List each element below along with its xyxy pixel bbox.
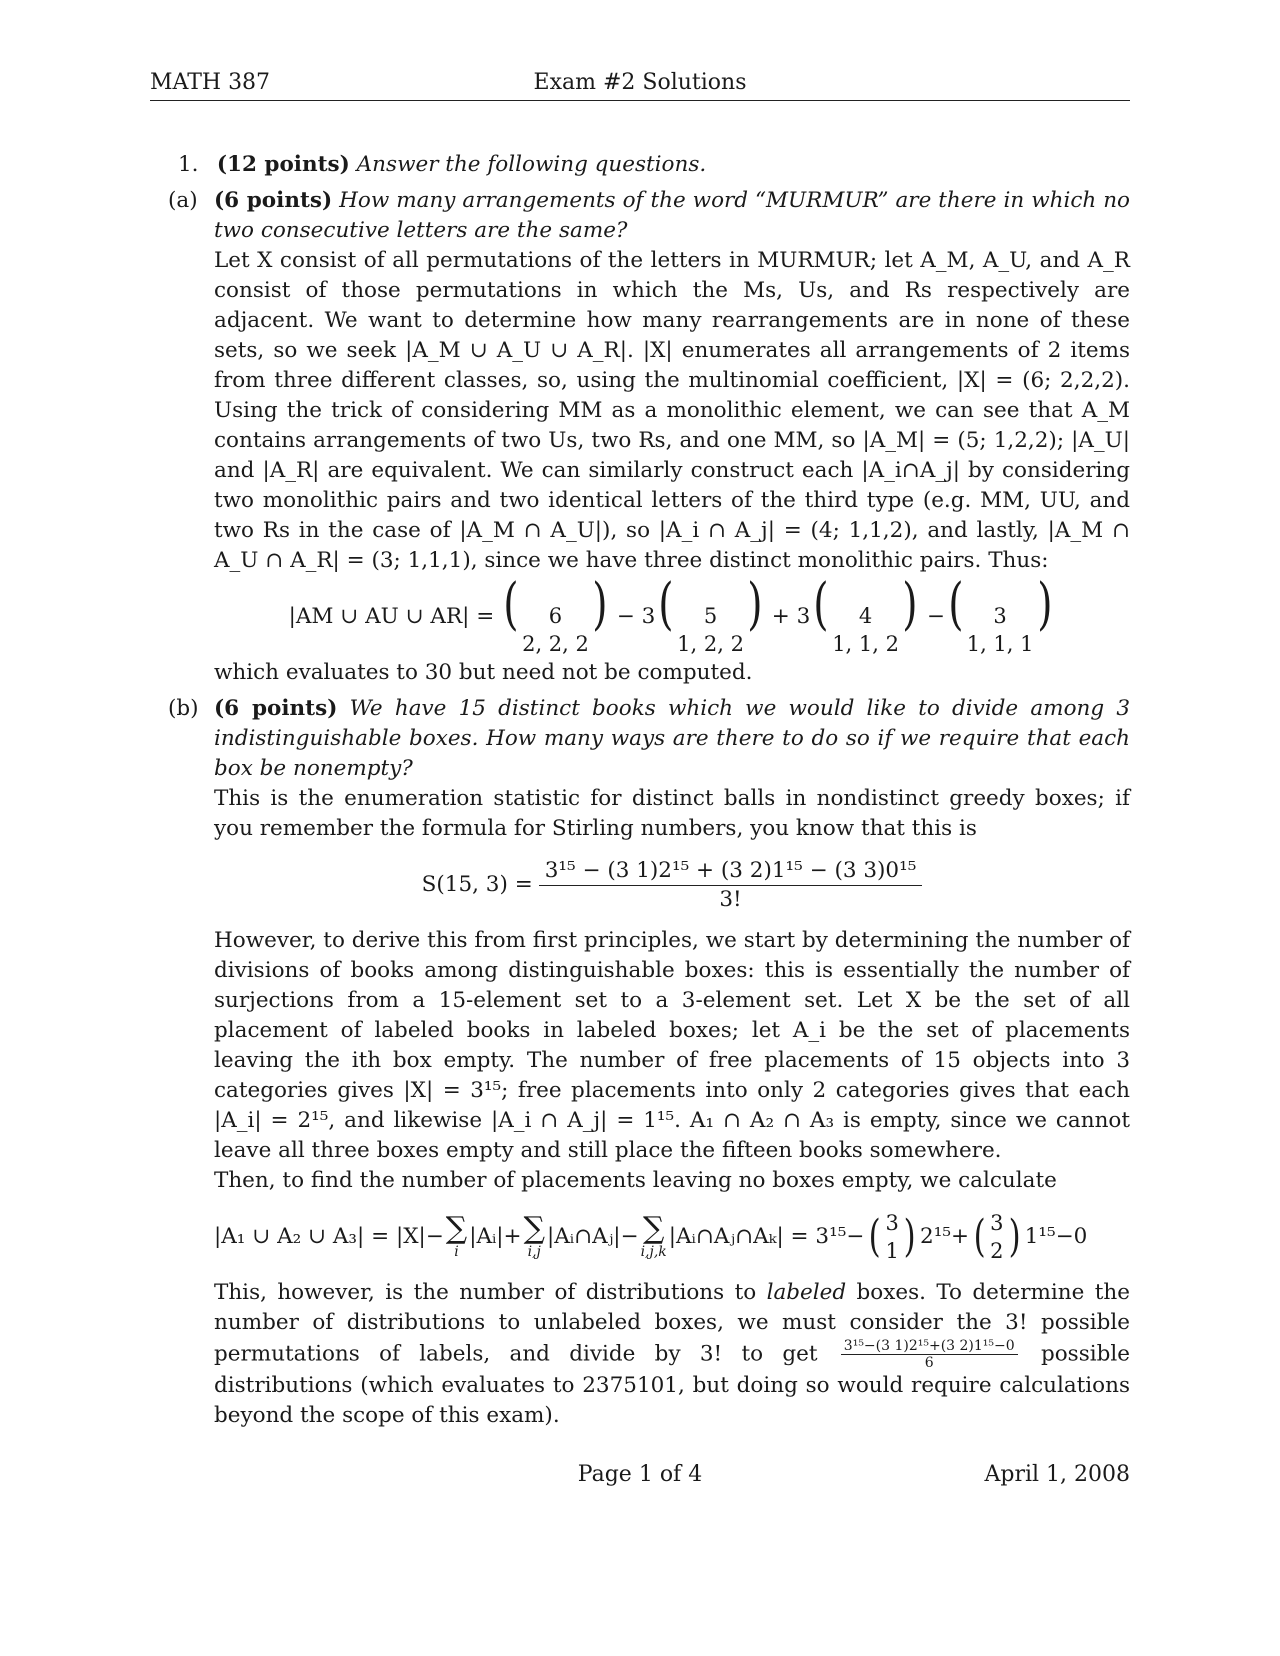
question-prompt: Answer the following questions. bbox=[356, 152, 707, 177]
part-a-prompt-text: How many arrangements of the word “MURMUR” are there in which no two consecutive letters are the same? bbox=[214, 188, 1130, 243]
pie-term-3: |Aᵢ∩Aⱼ∩Aₖ| = 3¹⁵− bbox=[668, 1224, 865, 1249]
pie-tail: 1¹⁵−0 bbox=[1024, 1224, 1088, 1249]
part-a-eq-term-4: −( 3 1, 1, 1 ) bbox=[926, 571, 1053, 656]
stirling-numerator: 3¹⁵ − (3 1)2¹⁵ + (3 2)1¹⁵ − (3 3)0¹⁵ bbox=[539, 857, 923, 886]
part-a-label: (a) bbox=[168, 188, 198, 213]
stirling-fraction bbox=[539, 857, 923, 914]
inclusion-exclusion-equation: |A₁ ∪ A₂ ∪ A₃| = |X|− ∑ i |Aᵢ|+ ∑ i,j |Aᵢ∩Aⱼ|− ∑ i,j,k |Aᵢ∩Aⱼ∩Aₖ| = 3¹⁵− ( 3 1 ) 2¹⁵+ ( 3 2 ) 1¹⁵−0 bbox=[214, 1211, 1088, 1263]
part-b bbox=[168, 694, 1130, 1431]
pie-term-2: |Aᵢ∩Aⱼ|− bbox=[546, 1224, 639, 1249]
question-number: 1. bbox=[178, 152, 199, 177]
part-b-points: (6 points) bbox=[214, 696, 338, 721]
pie-binom-2: 3 2 bbox=[990, 1211, 1004, 1263]
part-a-eq-lhs: |AM ∪ AU ∪ AR| = bbox=[288, 604, 495, 629]
final-fraction: $\frac{\text{3¹⁵−(3 1)2¹⁵+(3 2)1¹⁵−0}}{6}$ bbox=[841, 1338, 1018, 1371]
part-b-final: This, however, is the number of distributions to labeled boxes. To determine the number of distributions to unlabeled boxes, we must consider the 3! possible permutations of labels, and divide by 3! to get $\frac{\text{3¹⁵−(3 1)2¹⁵+(3 2)1¹⁵−0}}{6}$ possible distributions (which evaluates to 2375101, but doing so would require calculations beyond the scope of this exam). bbox=[214, 1280, 1130, 1428]
sum-icon: ∑ i,j bbox=[523, 1211, 545, 1260]
pie-binom-1: 3 1 bbox=[885, 1211, 899, 1263]
part-a-equation bbox=[214, 571, 1130, 656]
part-a-eq-term-1: ( 6 2, 2, 2 ) bbox=[503, 571, 608, 656]
part-a-conclusion: which evaluates to 30 but need not be computed. bbox=[214, 660, 753, 685]
part-a-eq-term-2: − 3( 5 1, 2, 2 ) bbox=[616, 571, 763, 656]
sum-icon: ∑ i,j,k bbox=[640, 1211, 667, 1260]
page-number: Page 1 of 4 bbox=[577, 1462, 703, 1487]
question-points: (12 points) bbox=[216, 152, 350, 177]
part-a-solution: Let X consist of all permutations of the letters in MURMUR; let A_M, A_U, and A_R consist of those permutations in which the Ms, Us, and Rs respectively are adjacent. We want to determine how many rearrangements are in none of these sets, so we seek |A_M ∪ A_U ∪ A_R|. |X| enumerates all arrangements of 2 items from three different classes, so, using the multinomial coefficient, |X| = (6; 2,2,2). Using the trick of considering MM as a monolithic element, we can see that A_M contains arrangements of two Us, two Rs, and one MM, so |A_M| = (5; 1,2,2); |A_U| and |A_R| are equivalent. We can similarly construct each |A_i∩A_j| by considering two monolithic pairs and two identical letters of the third type (e.g. MM, UU, and two Rs in the case of |A_M ∩ A_U|), so |A_i ∩ A_j| = (4; 1,1,2), and lastly, |A_M ∩ A_U ∩ A_R| = (3; 1,1,1), since we have three distinct monolithic pairs. Thus: bbox=[214, 248, 1130, 573]
part-b-intro: This is the enumeration statistic for distinct balls in nondistinct greedy boxes; if you remember the formula for Stirling numbers, you know that this is bbox=[214, 786, 1130, 841]
stirling-denominator: 3! bbox=[719, 886, 742, 912]
question-heading bbox=[178, 150, 1130, 180]
part-a-points: (6 points) bbox=[214, 188, 333, 213]
page-header bbox=[150, 70, 1130, 101]
part-b-prompt-text: We have 15 distinct books which we would like to divide among 3 indistinguishable boxes. How many ways are there to do so if we require that each box be nonempty? bbox=[214, 696, 1130, 781]
document-title: Exam #2 Solutions bbox=[533, 70, 747, 95]
sum-icon: ∑ i bbox=[445, 1211, 468, 1260]
stirling-lhs: S(15, 3) = bbox=[421, 872, 533, 897]
part-b-label: (b) bbox=[168, 696, 199, 721]
stirling-equation bbox=[214, 854, 1130, 916]
pie-term-1: |Aᵢ|+ bbox=[469, 1224, 522, 1249]
part-a-prompt bbox=[214, 186, 1130, 246]
part-a-eq-term-3: + 3( 4 1, 1, 2 ) bbox=[771, 571, 918, 656]
course-code: MATH 387 bbox=[150, 70, 271, 95]
pie-lhs: |A₁ ∪ A₂ ∪ A₃| = |X|− bbox=[214, 1224, 444, 1249]
part-a bbox=[168, 186, 1130, 688]
pie-mid: 2¹⁵+ bbox=[920, 1224, 969, 1249]
part-b-calc-intro: Then, to find the number of placements leaving no boxes empty, we calculate bbox=[214, 1168, 1057, 1193]
question-1 bbox=[150, 150, 1130, 1431]
part-b-prompt bbox=[214, 694, 1130, 784]
exam-date: April 1, 2008 bbox=[984, 1462, 1130, 1487]
part-b-derivation: However, to derive this from first principles, we start by determining the number of divisions of books among distinguishable boxes: this is essentially the number of surjections from a 15-element set to a 3-element set. Let X be the set of all placement of labeled books in labeled boxes; let A_i be the set of placements leaving the ith box empty. The number of free placements of 15 objects into 3 categories gives |X| = 3¹⁵; free placements into only 2 categories gives that each |A_i| = 2¹⁵, and likewise |A_i ∩ A_j| = 1¹⁵. A₁ ∩ A₂ ∩ A₃ is empty, since we cannot leave all three boxes empty and still place the fifteen books somewhere. bbox=[214, 928, 1130, 1163]
